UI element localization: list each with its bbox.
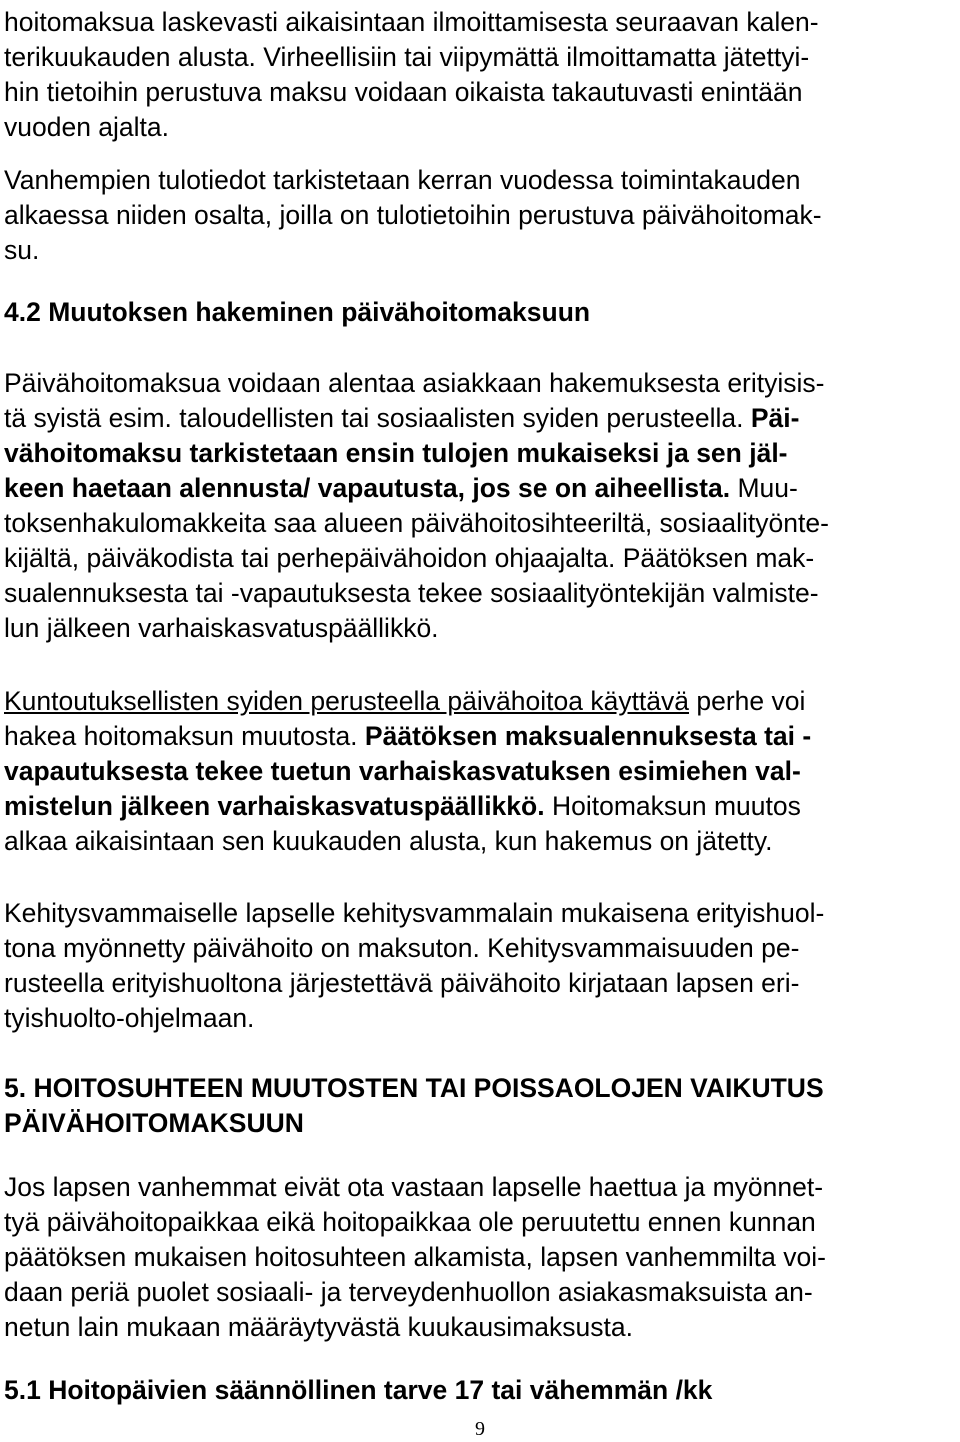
text-line: Päivähoitomaksua voidaan alentaa asiakkaan hakemuksesta erityisis- [4,368,825,398]
heading-text: PÄIVÄHOITOMAKSUUN [4,1108,304,1138]
text-segment: Hoitomaksun muutos [544,791,801,821]
section-heading-4-2 [4,295,590,330]
heading-text: 5. HOITOSUHTEEN MUUTOSTEN TAI POISSAOLOJEN VAIKUTUS [4,1073,824,1103]
text-line [4,401,829,436]
underlined-segment: Kuntoutuksellisten syiden perusteella päivähoitoa käyttävä [4,686,690,716]
text-line [4,719,811,754]
text-line: alkaessa niiden osalta, joilla on tulotietoihin perustuva päivähoitomak- [4,200,822,230]
text-segment: Muu- [730,473,798,503]
section-heading-5-1 [4,1373,712,1408]
bold-segment: Päätöksen maksualennuksesta tai - [364,721,812,751]
paragraph-fee-correction [4,5,819,145]
text-line: tona myönnetty päivähoito on maksuton. Kehitysvammaisuuden pe- [4,933,800,963]
text-segment: perhe voi [689,686,806,716]
paragraph-income-check [4,163,822,268]
heading-text: 5.1 Hoitopäivien säännöllinen tarve 17 tai vähemmän /kk [4,1375,713,1405]
paragraph-unused-place [4,1170,826,1345]
text-line: su. [4,235,40,265]
text-line: hin tietoihin perustuva maksu voidaan oikaista takautuvasti enintään [4,77,803,107]
text-line: hoitomaksua laskevasti aikaisintaan ilmoittamisesta seuraavan kalen- [4,7,819,37]
bold-line: vapautuksesta tekee tuetun varhaiskasvatuksen esimiehen val- [4,756,801,786]
text-line: Jos lapsen vanhemmat eivät ota vastaan lapselle haettua ja myönnet- [4,1172,824,1202]
text-line: vuoden ajalta. [4,112,170,142]
text-line [4,789,811,824]
text-line: kijältä, päiväkodista tai perhepäivähoidon ohjaajalta. Päätöksen mak- [4,543,815,573]
bold-segment: keen haetaan alennusta/ vapautusta, jos se on aiheellista. [4,473,731,503]
text-line [4,471,829,506]
text-line: alkaa aikaisintaan sen kuukauden alusta, kun hakemus on jätetty. [4,826,773,856]
paragraph-rehabilitation [4,684,811,859]
text-line: tyishuolto-ohjelmaan. [4,1003,255,1033]
paragraph-disability [4,896,824,1036]
bold-line: vähoitomaksu tarkistetaan ensin tulojen mukaiseksi ja sen jäl- [4,438,788,468]
text-line: rusteella erityishuoltona järjestettävä päivähoito kirjataan lapsen eri- [4,968,800,998]
text-line: toksenhakulomakkeita saa alueen päivähoitosihteeriltä, sosiaalityönte- [4,508,829,538]
text-line: terikuukauden alusta. Virheellisiin tai viipymättä ilmoittamatta jätettyi- [4,42,810,72]
bold-segment: Päi- [750,403,800,433]
text-line: Vanhempien tulotiedot tarkistetaan kerran vuodessa toimintakauden [4,165,801,195]
text-line: daan periä puolet sosiaali- ja terveydenhuollon asiakasmaksuista an- [4,1277,813,1307]
text-line: päätöksen mukaisen hoitosuhteen alkamista, lapsen vanhemmilta voi- [4,1242,826,1272]
text-line: sualennuksesta tai -vapautuksesta tekee sosiaalityöntekijän valmiste- [4,578,819,608]
text-line: Kehitysvammaiselle lapselle kehitysvammalain mukaisena erityishuol- [4,898,825,928]
page-number: 9 [475,1418,485,1440]
text-segment: tä syistä esim. taloudellisten tai sosiaalisten syiden perusteella. [4,403,751,433]
text-line: lun jälkeen varhaiskasvatuspäällikkö. [4,613,439,643]
text-segment: hakea hoitomaksun muutosta. [4,721,365,751]
heading-text: 4.2 Muutoksen hakeminen päivähoitomaksuun [4,297,591,327]
text-line: netun lain mukaan määräytyvästä kuukausimaksusta. [4,1312,633,1342]
text-line [4,684,811,719]
section-heading-5 [4,1071,824,1141]
bold-segment: mistelun jälkeen varhaiskasvatuspäällikkö. [4,791,545,821]
text-line: tyä päivähoitopaikkaa eikä hoitopaikkaa ole peruutettu ennen kunnan [4,1207,816,1237]
paragraph-fee-change-application [4,366,829,646]
